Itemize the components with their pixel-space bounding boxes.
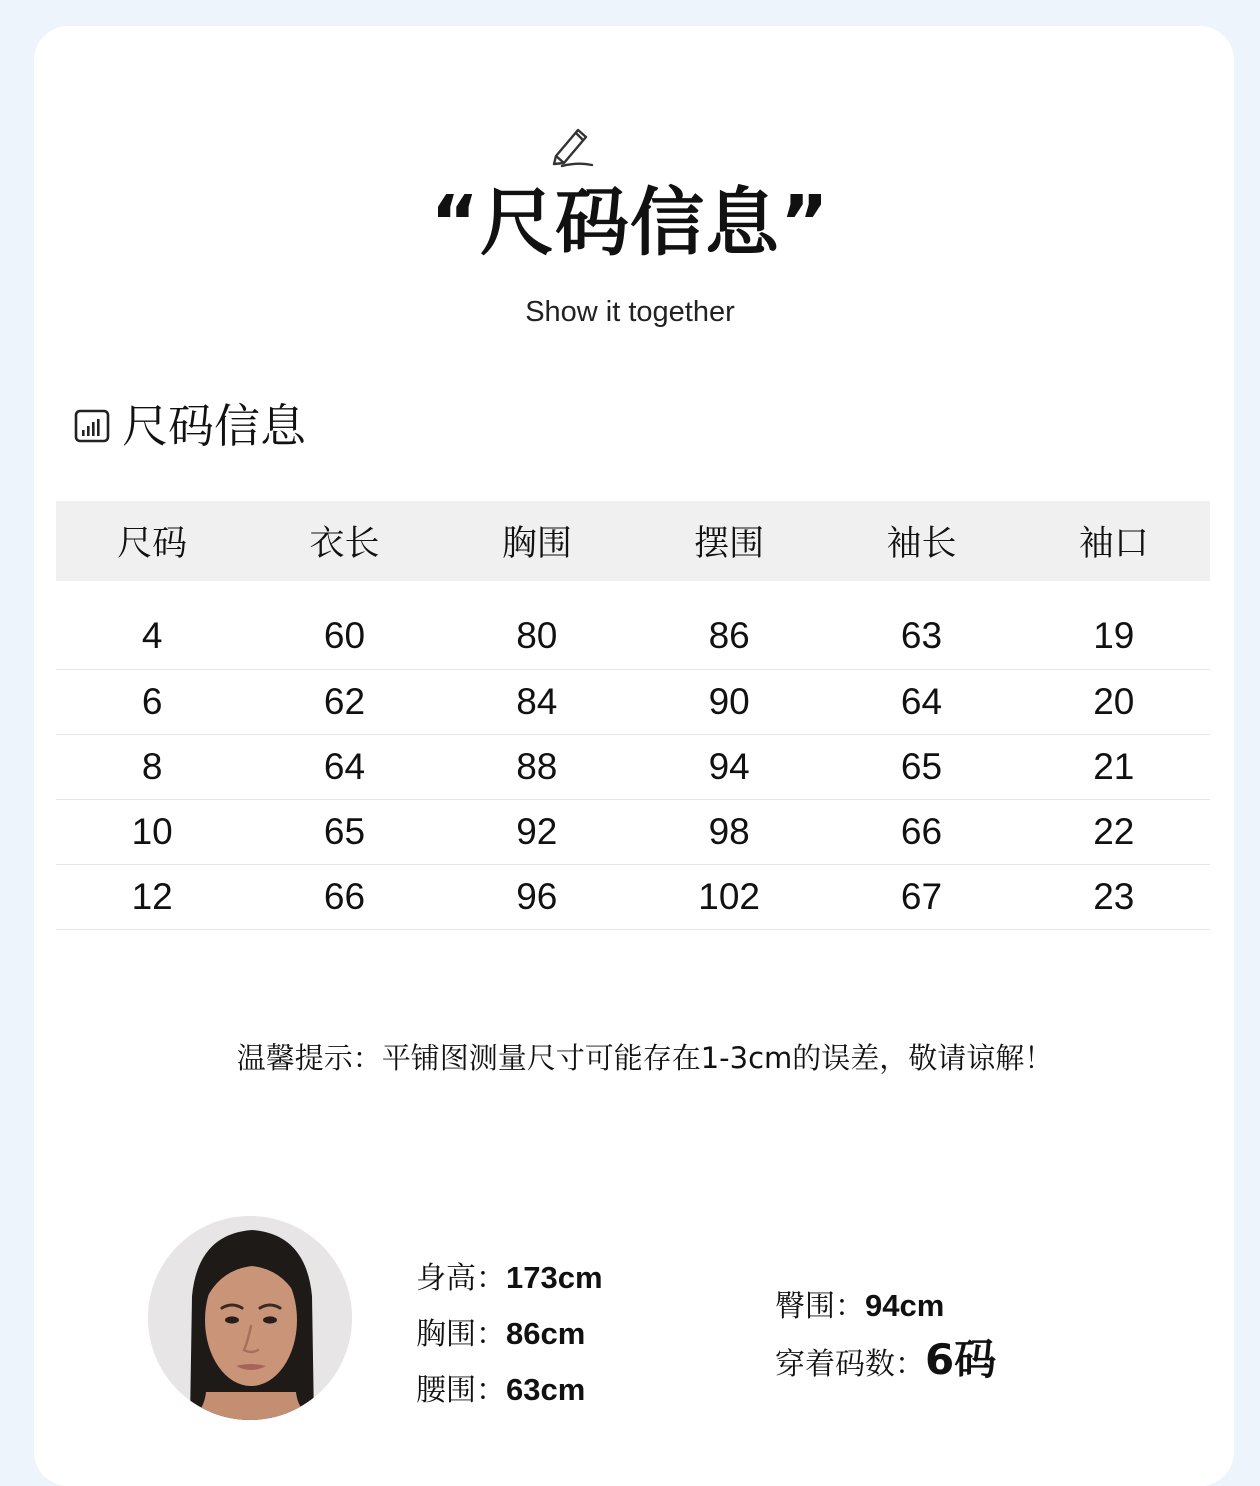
- table-cell: 63: [825, 581, 1017, 669]
- table-cell: 88: [441, 734, 633, 799]
- model-bust-value: 86cm: [506, 1316, 586, 1351]
- page-subtitle: Show it together: [525, 296, 735, 328]
- model-waist: [416, 1370, 585, 1411]
- model-height-label: 身高：: [416, 1261, 506, 1296]
- model-size-value: 6码: [925, 1335, 997, 1384]
- table-cell: 86: [633, 581, 825, 669]
- pen-icon: [548, 122, 596, 170]
- model-height-value: 173cm: [506, 1260, 603, 1295]
- table-cell: 94: [633, 734, 825, 799]
- model-waist-value: 63cm: [506, 1372, 586, 1407]
- header-cuff: 袖口: [1018, 501, 1210, 581]
- table-cell: 8: [56, 734, 248, 799]
- model-bust: [416, 1314, 585, 1355]
- model-hip: [775, 1286, 944, 1327]
- table-header-row: [56, 501, 1210, 581]
- table-cell: 80: [441, 581, 633, 669]
- model-avatar: [148, 1216, 352, 1420]
- header-size: 尺码: [56, 501, 248, 581]
- table-cell: 96: [441, 864, 633, 929]
- table-cell: 60: [248, 581, 440, 669]
- table-cell: 67: [825, 864, 1017, 929]
- size-table: [56, 501, 1210, 930]
- bar-chart-icon: [74, 408, 110, 444]
- page-title: “尺码信息”: [430, 180, 830, 266]
- table-cell: 64: [825, 669, 1017, 734]
- table-row: [56, 734, 1210, 799]
- table-row: [56, 864, 1210, 929]
- table-cell: 102: [633, 864, 825, 929]
- table-cell: 19: [1018, 581, 1210, 669]
- table-cell: 90: [633, 669, 825, 734]
- table-cell: 98: [633, 799, 825, 864]
- table-cell: 65: [248, 799, 440, 864]
- table-cell: 66: [825, 799, 1017, 864]
- model-bust-label: 胸围：: [416, 1317, 506, 1352]
- measurement-tip: 温馨提示：平铺图测量尺寸可能存在1-3cm的误差，敬请谅解！: [236, 1041, 1054, 1075]
- table-cell: 6: [56, 669, 248, 734]
- model-portrait-image: [148, 1216, 352, 1420]
- table-row: [56, 669, 1210, 734]
- table-cell: 22: [1018, 799, 1210, 864]
- header-length: 衣长: [248, 501, 440, 581]
- table-cell: 92: [441, 799, 633, 864]
- model-wearing-size: [775, 1335, 997, 1385]
- table-cell: 4: [56, 581, 248, 669]
- model-height: [416, 1258, 603, 1299]
- table-cell: 12: [56, 864, 248, 929]
- table-cell: 66: [248, 864, 440, 929]
- model-hip-label: 臀围：: [775, 1289, 865, 1324]
- header-sleeve-length: 袖长: [825, 501, 1017, 581]
- model-size-label: 穿着码数：: [775, 1347, 925, 1382]
- table-cell: 10: [56, 799, 248, 864]
- header-chest: 胸围: [441, 501, 633, 581]
- section-title: 尺码信息: [122, 399, 306, 453]
- table-cell: 62: [248, 669, 440, 734]
- table-cell: 64: [248, 734, 440, 799]
- table-cell: 65: [825, 734, 1017, 799]
- table-cell: 21: [1018, 734, 1210, 799]
- table-cell: 20: [1018, 669, 1210, 734]
- table-cell: 23: [1018, 864, 1210, 929]
- table-row: [56, 799, 1210, 864]
- table-row: [56, 581, 1210, 669]
- table-cell: 84: [441, 669, 633, 734]
- model-hip-value: 94cm: [865, 1288, 945, 1323]
- header-hem: 摆围: [633, 501, 825, 581]
- model-waist-label: 腰围：: [416, 1373, 506, 1408]
